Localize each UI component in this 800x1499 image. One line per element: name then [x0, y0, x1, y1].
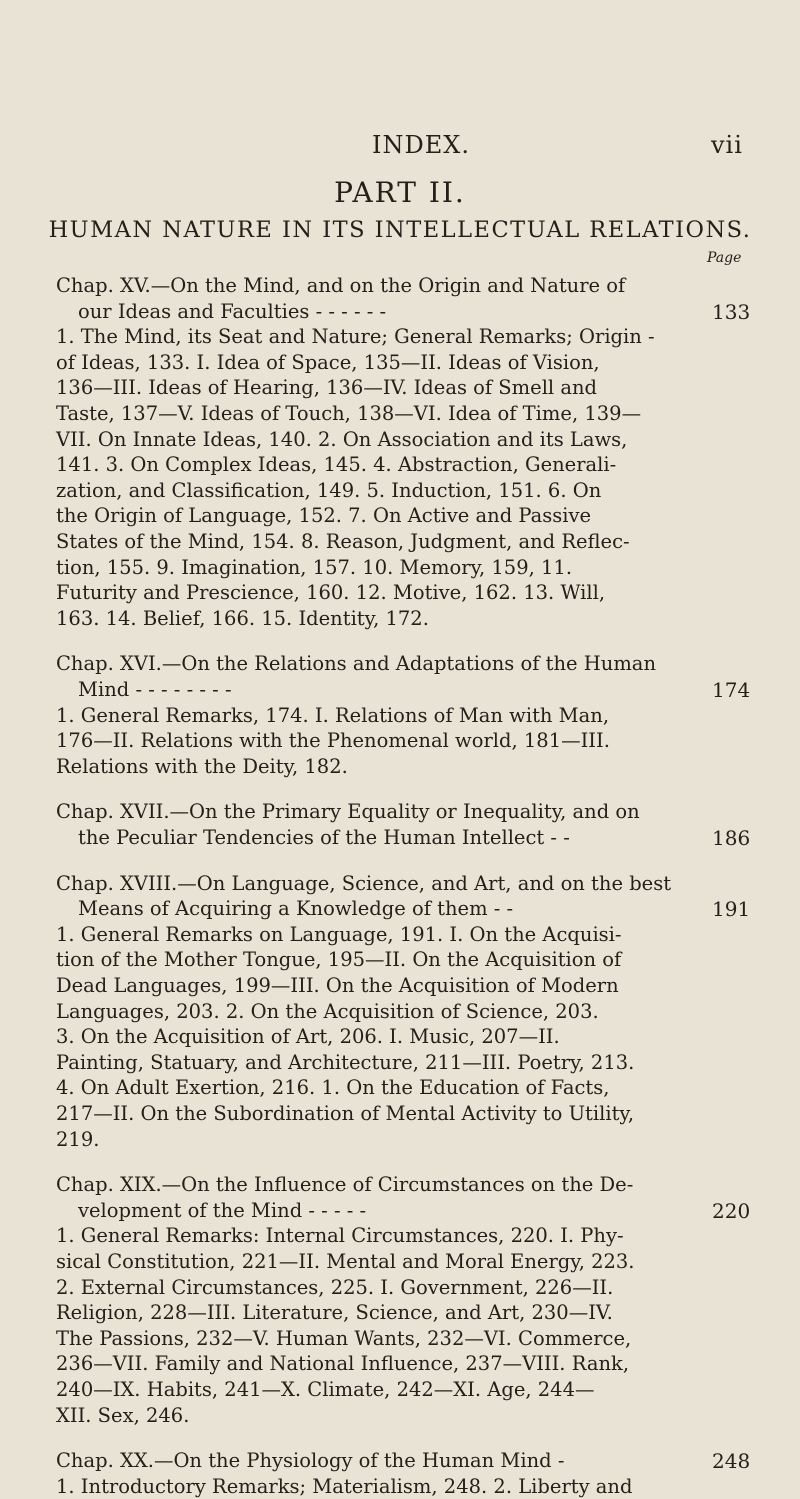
chapter-heading: Chap. XVI.—On the Relations and Adaptations of the Human: [56, 652, 656, 676]
chapter-page-number: 174: [712, 678, 751, 702]
chapter-contents-line: The Passions, 232—V. Human Wants, 232—VI. Commerce,: [56, 1326, 632, 1350]
chapter-contents-line: 236—VII. Family and National Influence, 237—VIII. Rank,: [56, 1352, 630, 1376]
chapter-contents-line: 1. Introductory Remarks; Materialism, 248. 2. Liberty and: [56, 1474, 633, 1498]
chapter-contents-line: 1. General Remarks, 174. I. Relations of Man with Man,: [56, 703, 610, 727]
chapter-contents-line: Languages, 203. 2. On the Acquisition of Science, 203.: [56, 999, 599, 1023]
chapter-contents-line: of Ideas, 133. I. Idea of Space, 135—II. Ideas of Vision,: [56, 350, 600, 374]
chapter-contents-line: 240—IX. Habits, 241—X. Climate, 242—XI. Age, 244—: [56, 1378, 595, 1401]
chapter-heading-continued: Means of Acquiring a Knowledge of them - -: [78, 897, 514, 921]
chapter-heading: Chap. XV.—On the Mind, and on the Origin and Nature of: [56, 274, 626, 297]
section-title: HUMAN NATURE IN ITS INTELLECTUAL RELATIONS.: [48, 217, 752, 243]
chapter-contents-line: XII. Sex, 246.: [56, 1403, 190, 1427]
chapter-contents-line: 4. On Adult Exertion, 216. 1. On the Education of Facts,: [56, 1076, 610, 1100]
chapter-contents-line: 176—II. Relations with the Phenomenal world, 181—III.: [56, 729, 610, 753]
chapter-heading: Chap. XVII.—On the Primary Equality or Inequality, and on: [56, 800, 640, 824]
chapter-contents-line: States of the Mind, 154. 8. Reason, Judgment, and Reflec-: [56, 530, 630, 553]
chapter-contents-line: 136—III. Ideas of Hearing, 136—IV. Ideas of Smell and: [56, 376, 598, 400]
chapter-heading: Chap. XX.—On the Physiology of the Human Mind -: [56, 1449, 565, 1473]
chapter-contents-line: 141. 3. On Complex Ideas, 145. 4. Abstraction, Generali-: [56, 453, 617, 477]
chapter-contents-line: 1. General Remarks: Internal Circumstances, 220. I. Phy-: [56, 1224, 624, 1248]
chapter-contents-line: 1. General Remarks on Language, 191. I. On the Acquisi-: [56, 922, 622, 946]
chapter-contents-line: 2. External Circumstances, 225. I. Government, 226—II.: [56, 1275, 614, 1299]
chapter-page-number: 191: [712, 897, 751, 922]
chapter-contents-line: sical Constitution, 221—II. Mental and Moral Energy, 223.: [56, 1250, 635, 1273]
chapter-contents-line: Dead Languages, 199—III. On the Acquisition of Modern: [56, 974, 619, 997]
chapter-contents-line: 163. 14. Belief, 166. 15. Identity, 172.: [56, 606, 429, 630]
chapter-contents-line: the Origin of Language, 152. 7. On Active and Passive: [56, 504, 592, 528]
chapter-contents-line: Taste, 137—V. Ideas of Touch, 138—VI. Idea of Time, 139—: [56, 402, 642, 425]
page-column-label: Page: [707, 250, 742, 266]
chapter-contents-line: Religion, 228—III. Literature, Science, and Art, 230—IV.: [56, 1301, 613, 1325]
chapter-contents-line: VII. On Innate Ideas, 140. 2. On Association and its Laws,: [56, 427, 628, 451]
chapter-contents-line: Futurity and Prescience, 160. 12. Motive, 162. 13. Will,: [56, 581, 606, 605]
chapter-page-number: 220: [712, 1198, 751, 1223]
chapter-contents-line: Painting, Statuary, and Architecture, 211—III. Poetry, 213.: [56, 1050, 635, 1074]
chapter-heading: Chap. XIX.—On the Influence of Circumstances on the De-: [56, 1173, 634, 1197]
chapter-contents-line: tion, 155. 9. Imagination, 157. 10. Memory, 159, 11.: [56, 555, 573, 579]
chapter-contents-line: 219.: [56, 1127, 100, 1151]
running-head-page-number: vii: [711, 131, 743, 159]
chapter-contents-line: 217—II. On the Subordination of Mental Activity to Utility,: [56, 1102, 635, 1125]
chapter-heading-continued: our Ideas and Faculties - - - - - -: [78, 299, 387, 323]
chapter-heading-continued: Mind - - - - - - - -: [78, 678, 232, 701]
running-head-title: INDEX.: [372, 131, 470, 159]
chapter-contents-line: tion of the Mother Tongue, 195—II. On the Acquisition of: [56, 948, 622, 972]
chapter-contents-line: 1. The Mind, its Seat and Nature; General Remarks; Origin -: [56, 325, 655, 349]
chapter-page-number: 186: [712, 826, 751, 850]
chapter-heading-continued: velopment of the Mind - - - - -: [78, 1198, 367, 1222]
chapter-page-number: 133: [712, 299, 751, 324]
chapter-heading: Chap. XVIII.—On Language, Science, and Art, and on the best: [56, 871, 672, 895]
running-head: [0, 131, 800, 161]
chapter-page-number: 248: [712, 1449, 751, 1474]
chapter-contents-line: Relations with the Deity, 182.: [56, 754, 348, 778]
chapter-contents-line: 3. On the Acquisition of Art, 206. I. Music, 207—II.: [56, 1025, 560, 1049]
part-title: PART II.: [334, 176, 466, 209]
chapter-contents-line: zation, and Classification, 149. 5. Induction, 151. 6. On: [56, 478, 602, 502]
chapter-heading-continued: the Peculiar Tendencies of the Human Intellect - -: [78, 826, 570, 849]
